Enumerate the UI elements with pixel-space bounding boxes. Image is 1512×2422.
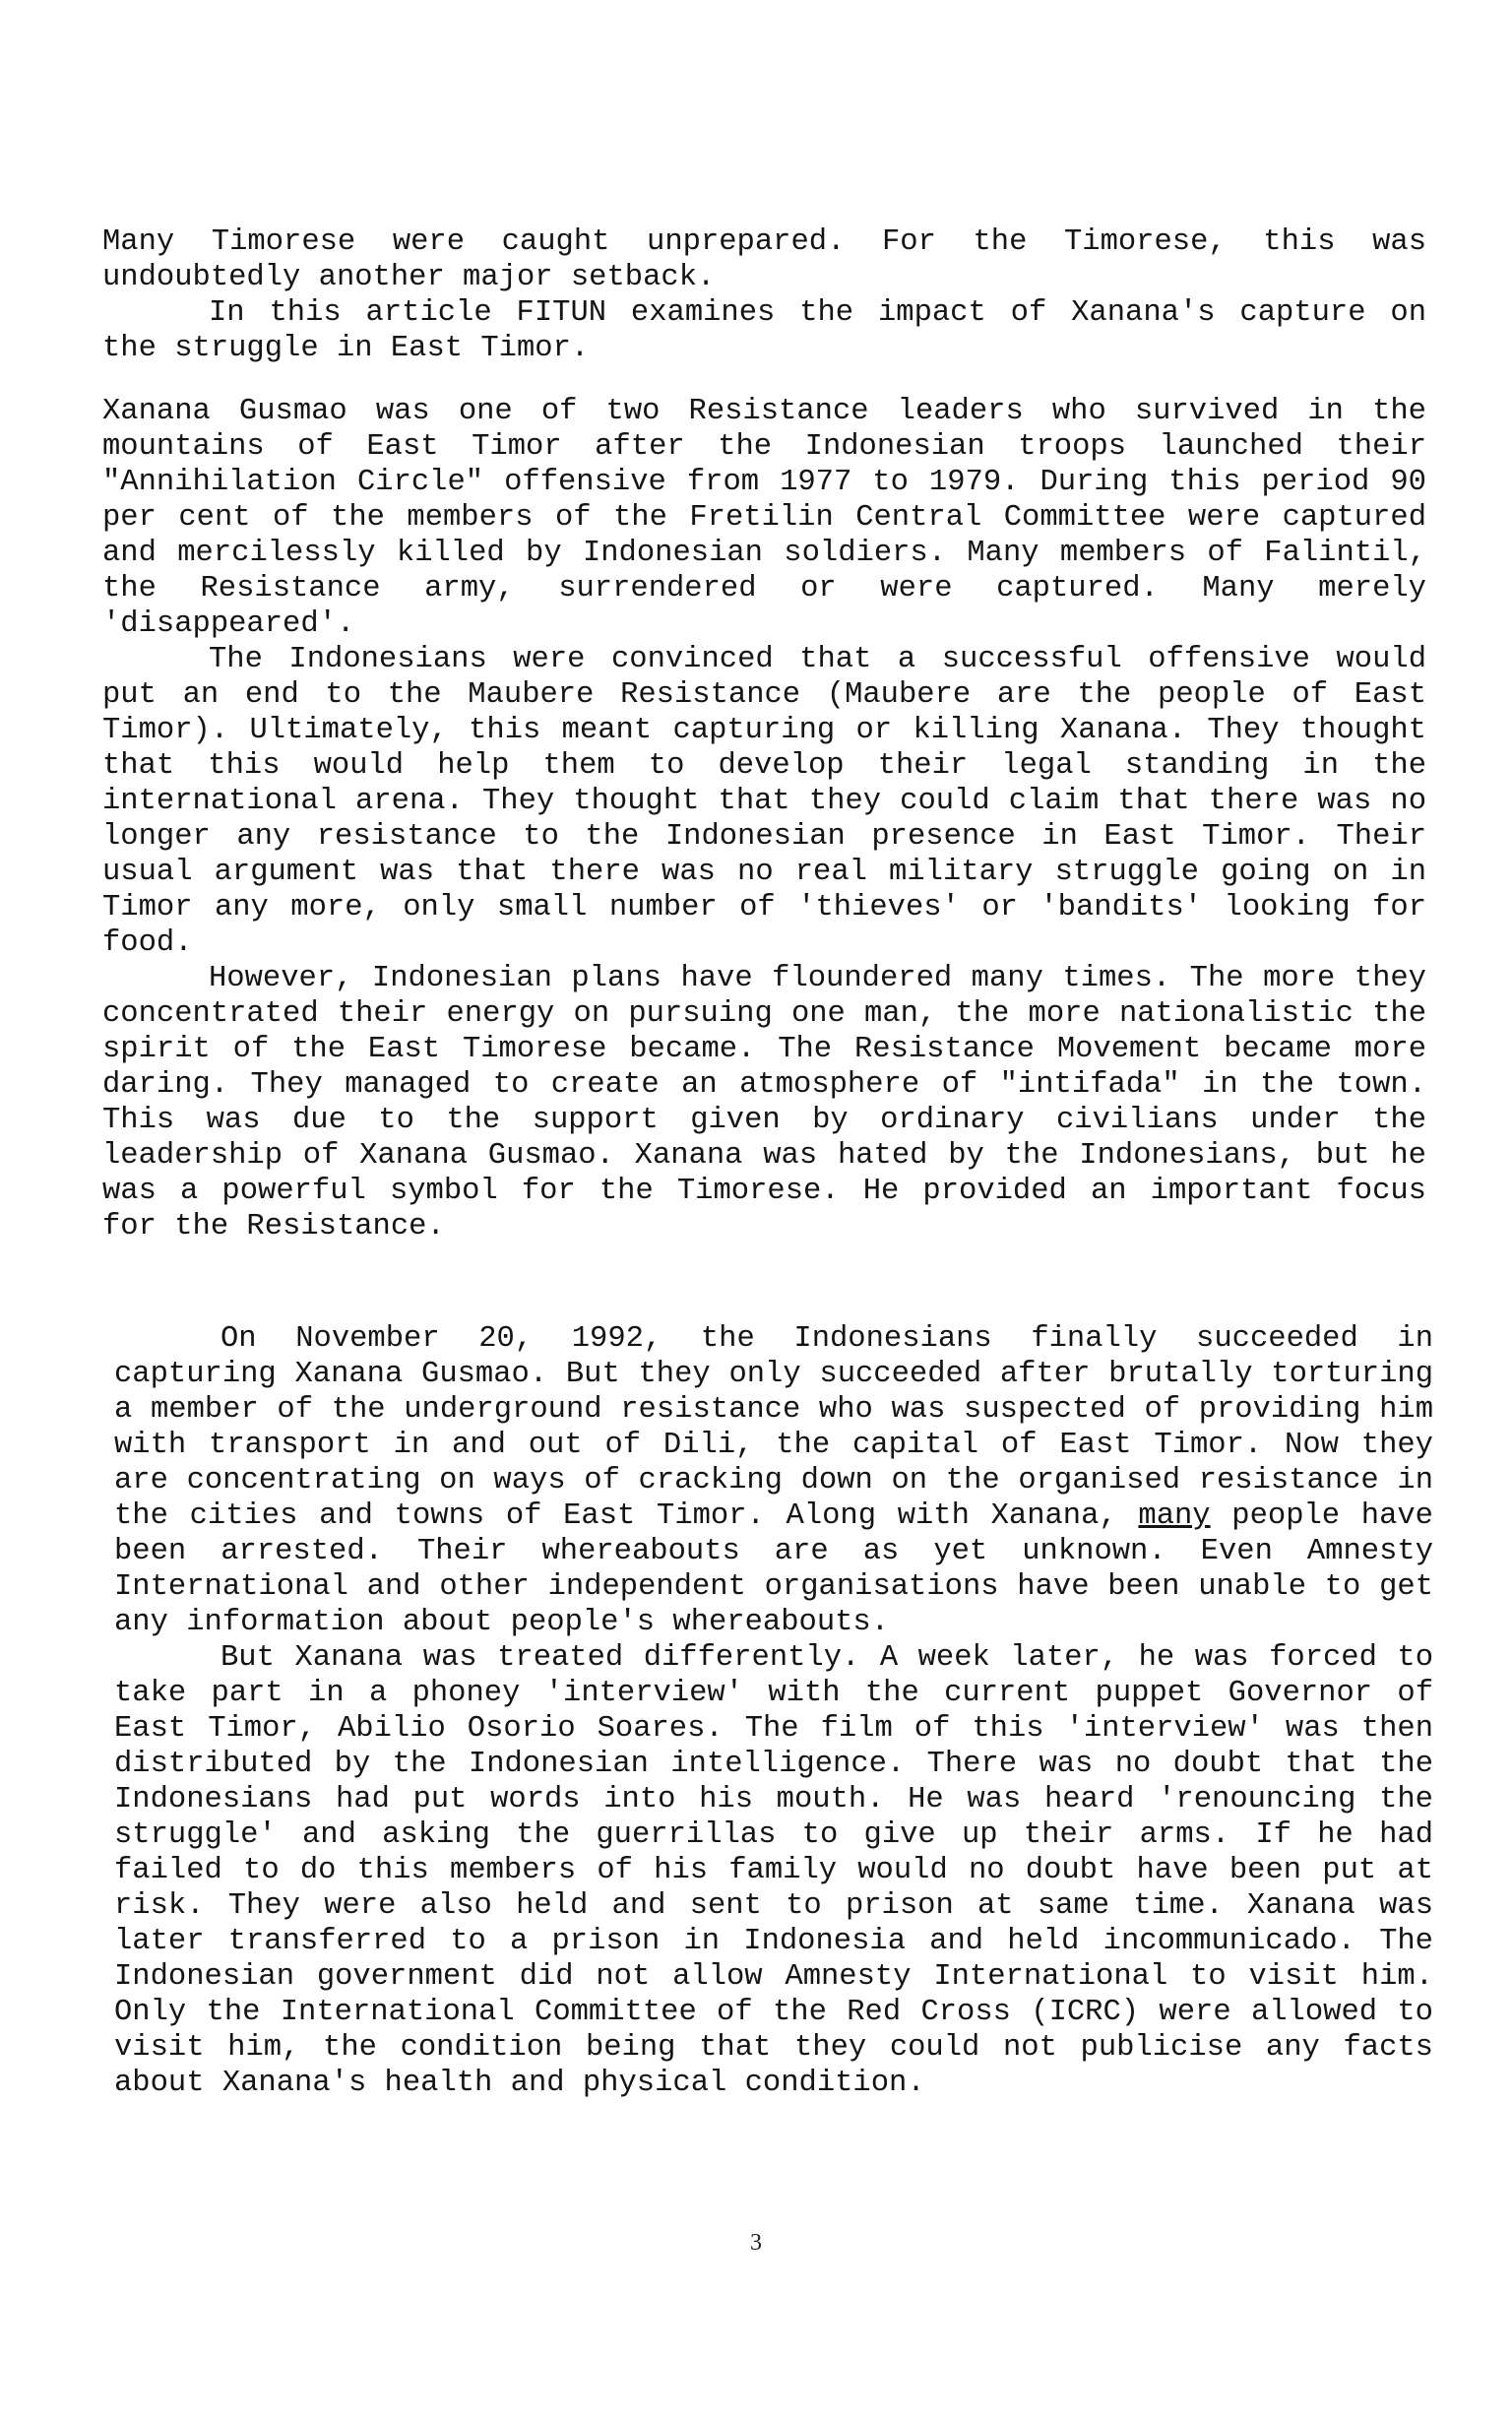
emphasized-word: many bbox=[1138, 1499, 1211, 1533]
intro-section bbox=[102, 224, 1426, 366]
paragraph-4-text-end: people have been arrested. Their whereabouts are as yet unknown. Even Amnesty International and other independent organisations have been unable to get any information about people's whereabouts. bbox=[114, 1499, 1433, 1639]
page-number: 3 bbox=[750, 2230, 762, 2256]
article-body-continued bbox=[114, 1321, 1433, 2101]
article-body bbox=[102, 394, 1426, 1244]
article-paragraph-1: Xanana Gusmao was one of two Resistance leaders who survived in the mountains of East Timor after the Indonesian troops launched their "Annihilation Circle" offensive from 1977 to 1979. During this period 90 per cent of the members of the Fretilin Central Committee were captured and mercilessly killed by Indonesian soldiers. Many members of Falintil, the Resistance army, surrendered or were captured. Many merely 'disappeared'. bbox=[102, 395, 1426, 641]
article-paragraph-5: But Xanana was treated differently. A week later, he was forced to take part in a phoney 'interview' with the current puppet Governor of East Timor, Abilio Osorio Soares. The film of this 'interview' was then distributed by the Indonesian intelligence. There was no doubt that the Indonesians had put words into his mouth. He was heard 'renouncing the struggle' and asking the guerrillas to give up their arms. If he had failed to do this members of his family would no doubt have been put at risk. They were also held and sent to prison at same time. Xanana was later transferred to a prison in Indonesia and held incommunicado. The Indonesian government did not allow Amnesty International to visit him. Only the International Committee of the Red Cross (ICRC) were allowed to visit him, the condition being that they could not publicise any facts about Xanana's health and physical condition. bbox=[114, 1641, 1433, 2100]
intro-paragraph-1: Many Timorese were caught unprepared. For the Timorese, this was undoubtedly another major setback. bbox=[102, 225, 1426, 294]
paragraph-4-text-start: On November 20, 1992, the Indonesians finally succeeded in capturing Xanana Gusmao. But they only succeeded after brutally torturing a member of the underground resistance who was suspected of providing him with transport in and out of Dili, the capital of East Timor. Now they are concentrating on ways of cracking down on the organised resistance in the cities and towns of East Timor. Along with Xanana, bbox=[114, 1322, 1433, 1533]
intro-paragraph-2: In this article FITUN examines the impact of Xanana's capture on the struggle in East Timor. bbox=[102, 296, 1426, 365]
article-paragraph-2: The Indonesians were convinced that a successful offensive would put an end to the Maubere Resistance (Maubere are the people of East Timor). Ultimately, this meant capturing or killing Xanana. They thought that this would help them to develop their legal standing in the international arena. They thought that they could claim that there was no longer any resistance to the Indonesian presence in East Timor. Their usual argument was that there was no real military struggle going on in Timor any more, only small number of 'thieves' or 'bandits' looking for food. bbox=[102, 643, 1426, 960]
article-paragraph-4 bbox=[114, 1321, 1433, 1640]
article-paragraph-3: However, Indonesian plans have floundered many times. The more they concentrated their energy on pursuing one man, the more nationalistic the spirit of the East Timorese became. The Resistance Movement became more daring. They managed to create an atmosphere of "intifada" in the town. This was due to the support given by ordinary civilians under the leadership of Xanana Gusmao. Xanana was hated by the Indonesians, but he was a powerful symbol for the Timorese. He provided an important focus for the Resistance. bbox=[102, 962, 1426, 1243]
